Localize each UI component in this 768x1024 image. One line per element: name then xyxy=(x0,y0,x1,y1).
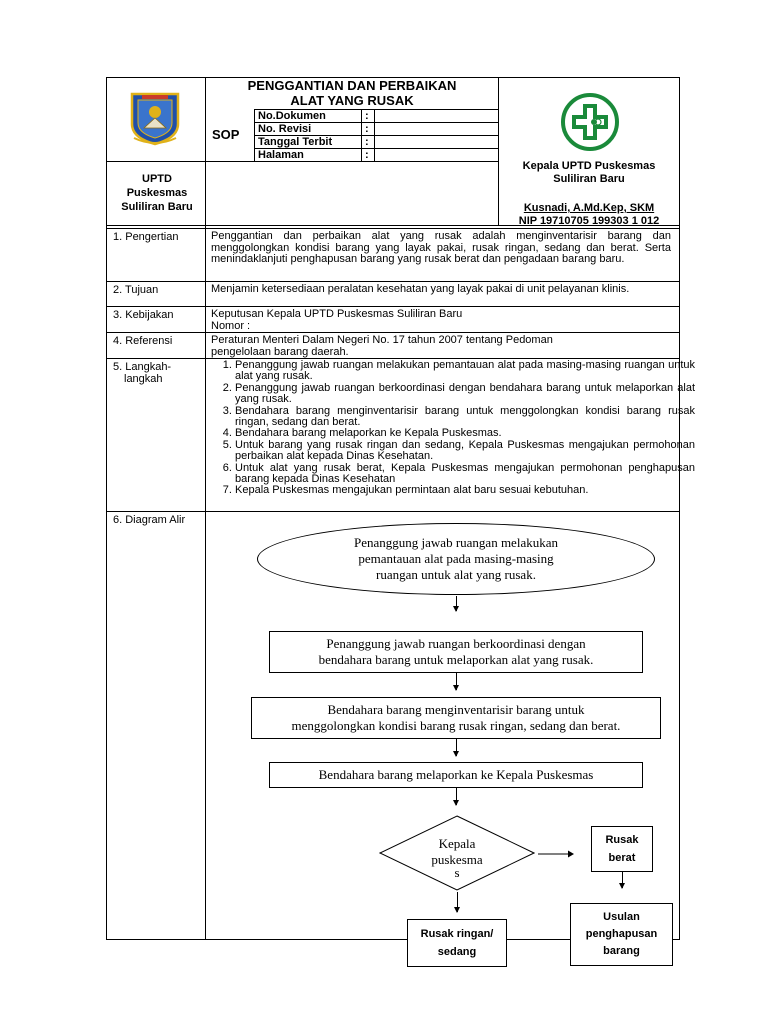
title-line-1: PENGGANTIAN DAN PERBAIKAN xyxy=(247,78,457,93)
text-kebijakan xyxy=(211,309,671,332)
step-item-3: 3. Bendahara barang menginventarisir barang untuk menggolongkan kondisi barang rusak ringan, sedang dan berat. xyxy=(235,406,695,429)
rusak-ringan-line-1: Rusak ringan/ xyxy=(420,928,494,940)
usulan-line-2: penghapusan xyxy=(585,928,658,940)
step-item-7: 7. Kepala Puskesmas mengajukan permintaan alat baru sesuai kebutuhan. xyxy=(235,485,695,496)
header-divider-bottom2 xyxy=(106,228,680,229)
flow-rusak-ringan xyxy=(407,919,507,967)
flow-step2-line-1: Penanggung jawab ruangan berkoordinasi dengan xyxy=(326,636,586,651)
usulan-line-3: barang xyxy=(603,945,640,957)
row-line-3 xyxy=(106,332,680,333)
flow-step4-text: Bendahara barang melaporkan ke Kepala Puskesmas xyxy=(318,767,594,782)
flow-step-inventory xyxy=(251,697,661,739)
table-border-left xyxy=(106,77,107,940)
flow-start-ellipse xyxy=(257,523,655,595)
meta-label-no-revisi: No. Revisi xyxy=(258,123,312,135)
langkah-label-line-2: langkah xyxy=(124,373,163,385)
referensi-line-1: Peraturan Menteri Dalam Negeri No. 17 tahun 2007 tentang Pedoman xyxy=(211,334,553,346)
meta-col-line-2 xyxy=(361,109,362,162)
meta-label-tanggal-terbit: Tanggal Terbit xyxy=(258,136,333,148)
kebijakan-line-2: Nomor : xyxy=(211,319,251,332)
document-title xyxy=(206,78,498,108)
meta-colon-3: : xyxy=(365,136,369,148)
kepala-name: Kusnadi, A.Md.Kep, SKM xyxy=(523,202,655,214)
flow-start-line-1: Penanggung jawab ruangan melakukan xyxy=(354,535,558,550)
row-line-5 xyxy=(106,511,680,512)
meta-colon-4: : xyxy=(365,149,369,161)
col-divider-right xyxy=(498,77,499,226)
label-referensi: 4. Referensi xyxy=(113,335,173,347)
step-item-2: 2. Penanggung jawab ruangan berkoordinasi dengan bendahara barang untuk melaporkan alat yang rusak. xyxy=(235,383,695,406)
flow-decision-line-3: s xyxy=(454,865,460,880)
label-langkah xyxy=(113,361,171,385)
puskesmas-cross-logo xyxy=(560,92,620,152)
flow-arrow-4 xyxy=(456,788,457,805)
unit-name xyxy=(108,172,206,214)
unit-line-3: Suliliran Baru xyxy=(121,201,193,213)
flow-arrow-right xyxy=(538,845,574,853)
flow-arrow-2 xyxy=(456,673,457,690)
step-item-4: 4. Bendahara barang melaporkan ke Kepala Puskesmas. xyxy=(235,428,695,439)
meta-col-line-3 xyxy=(374,109,375,162)
flow-step3-line-2: menggolongkan kondisi barang rusak ringan, sedang dan berat. xyxy=(291,718,621,733)
flow-arrow-ringan xyxy=(457,892,458,912)
flow-step-report xyxy=(269,762,643,788)
text-tujuan: Menjamin ketersediaan peralatan kesehatan yang layak pakai di unit pelayanan klinis. xyxy=(211,283,630,295)
meta-label-no-dokumen: No.Dokumen xyxy=(258,110,326,122)
label-kebijakan: 3. Kebijakan xyxy=(113,309,174,321)
meta-colon-1: : xyxy=(365,110,369,122)
meta-label-halaman: Halaman xyxy=(258,149,304,161)
row-line-2 xyxy=(106,306,680,307)
flow-rusak-berat xyxy=(591,826,653,872)
flow-arrow-berat xyxy=(622,872,623,888)
flow-decision-line-1: Kepala xyxy=(438,836,476,851)
flow-start-line-3: ruangan untuk alat yang rusak. xyxy=(376,567,536,582)
referensi-line-2: pengelolaan barang daerah. xyxy=(211,345,349,358)
flow-usulan-penghapusan xyxy=(570,903,673,966)
title-line-2: ALAT YANG RUSAK xyxy=(290,93,414,108)
table-border-right xyxy=(679,77,680,940)
unit-line-2: Puskesmas xyxy=(126,187,188,199)
label-diagram-alir: 6. Diagram Alir xyxy=(113,514,186,526)
steps-list xyxy=(211,360,695,497)
step-item-1: 1. Penanggung jawab ruangan melakukan pemantauan alat pada masing-masing ruangan untuk alat yang rusak. xyxy=(235,360,695,383)
row-line-1 xyxy=(106,281,680,282)
flow-step2-line-2: bendahara barang untuk melaporkan alat yang rusak. xyxy=(318,652,594,667)
rusak-berat-line-1: Rusak xyxy=(605,834,639,846)
flow-arrow-3 xyxy=(456,739,457,756)
step-item-6: 6. Untuk alat yang rusak berat, Kepala Puskesmas mengajukan permohonan penghapusan barang kepada Dinas Kesehatan xyxy=(235,463,695,486)
step-item-5: 5. Untuk barang yang rusak ringan dan sedang, Kepala Puskesmas mengajukan permohonan perbaikan alat kepada Dinas Kesehatan. xyxy=(235,440,695,463)
flow-decision-diamond xyxy=(379,815,535,891)
kebijakan-line-1: Keputusan Kepala UPTD Puskesmas Suliliran Baru xyxy=(211,308,463,320)
meta-colon-2: : xyxy=(365,123,369,135)
flow-arrow-1 xyxy=(456,596,457,611)
flow-step3-line-1: Bendahara barang menginventarisir barang untuk xyxy=(327,702,585,717)
langkah-label-line-1: 5. Langkah- xyxy=(113,361,172,373)
rusak-berat-line-2: berat xyxy=(608,852,636,864)
text-referensi xyxy=(211,335,671,358)
text-pengertian: Penggantian dan perbaikan alat yang rusak adalah menginventarisir barang dan menggolongkan kondisi barang yang layak pakai, rusak ringan, sedang dan berat. Serta menindaklanjuti penghapusan barang yang rusak berat dan pengadaan barang baru. xyxy=(211,230,671,265)
unit-line-1: UPTD xyxy=(142,173,172,185)
flow-step-coordinate xyxy=(269,631,643,673)
approver-block xyxy=(500,160,678,228)
label-pengertian: 1. Pengertian xyxy=(113,231,179,243)
flow-decision-line-2: puskesma xyxy=(431,852,483,867)
kepala-nip: NIP 19710705 199303 1 012 xyxy=(518,215,660,227)
meta-col-line-1 xyxy=(254,109,255,162)
usulan-line-1: Usulan xyxy=(603,911,640,923)
sop-label: SOP xyxy=(212,127,240,142)
regional-crest-logo xyxy=(128,90,182,146)
flow-start-line-2: pemantauan alat pada masing-masing xyxy=(358,551,554,566)
kepala-line-2: Suliliran Baru xyxy=(553,173,625,185)
label-tujuan: 2. Tujuan xyxy=(113,284,159,296)
kepala-line-1: Kepala UPTD Puskesmas xyxy=(522,160,656,172)
rusak-ringan-line-2: sedang xyxy=(437,946,477,958)
